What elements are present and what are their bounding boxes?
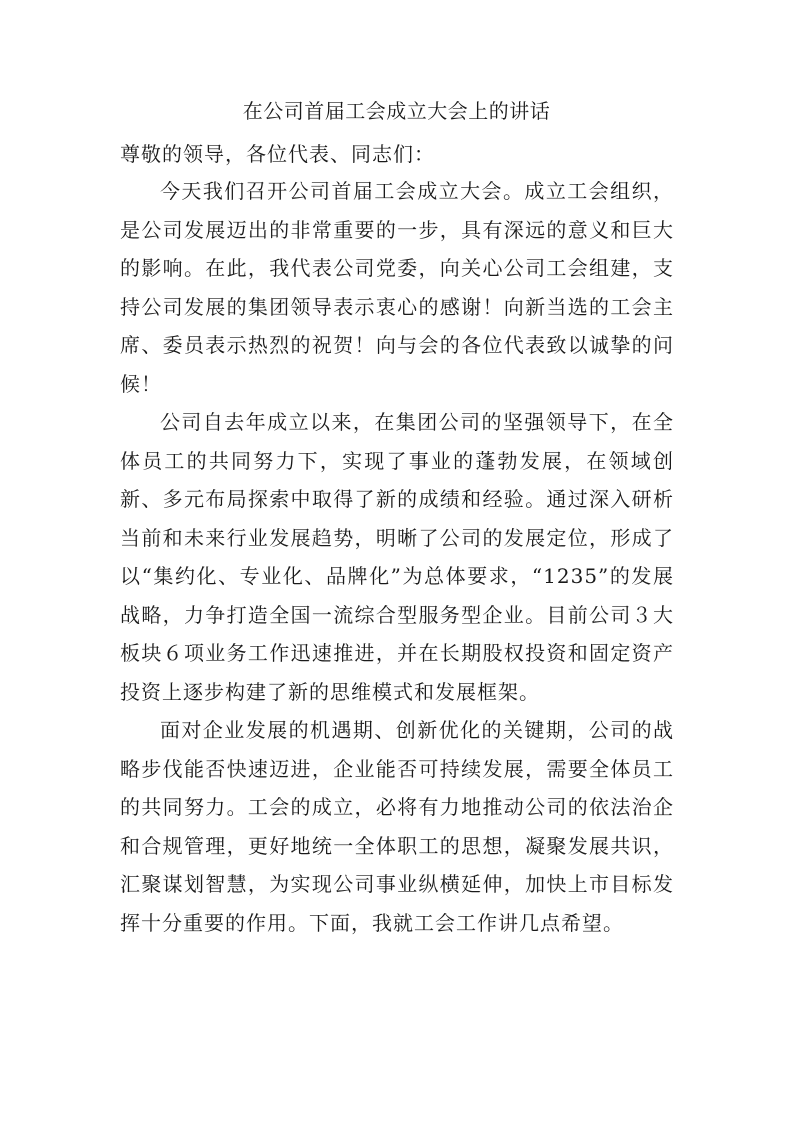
salutation: 尊敬的领导，各位代表、同志们： (120, 142, 435, 166)
document-body (120, 172, 674, 942)
document-title: 在公司首届工会成立大会上的讲话 (242, 99, 551, 123)
paragraph-3: 面对企业发展的机遇期、创新优化的关键期，公司的战略步伐能否快速迈进，企业能否可持续发展，需要全体员工的共同努力。工会的成立，必将有力地推动公司的依法治企和合规管理，更好地统一全体职工的思想，凝聚发展共识，汇聚谋划智慧，为实现公司事业纵横延伸，加快上市目标发挥十分重要的作用。下面，我就工会工作讲几点希望。 (120, 718, 674, 935)
paragraph-2: 公司自去年成立以来，在集团公司的坚强领导下，在全体员工的共同努力下，实现了事业的蓬勃发展，在领域创新、多元布局探索中取得了新的成绩和经验。通过深入研析当前和未来行业发展趋势，明晰了公司的发展定位，形成了以“集约化、专业化、品牌化”为总体要求，“1235”的发展战略，力争打造全国一流综合型服务型企业。目前公司３大板块６项业务工作迅速推进，并在长期股权投资和固定资产投资上逐步构建了新的思维模式和发展框架。 (120, 410, 674, 704)
paragraph-1: 今天我们召开公司首届工会成立大会。成立工会组织，是公司发展迈出的非常重要的一步，具有深远的意义和巨大的影响。在此，我代表公司党委，向关心公司工会组建，支持公司发展的集团领导表示衷心的感谢！向新当选的工会主席、委员表示热烈的祝贺！向与会的各位代表致以诚挚的问候！ (120, 179, 674, 396)
